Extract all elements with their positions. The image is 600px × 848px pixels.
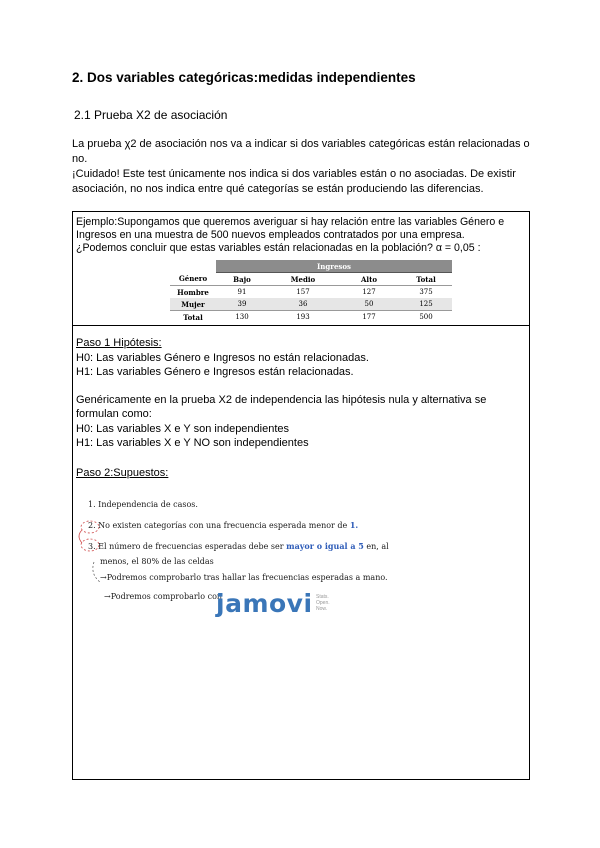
table-cell: 157 — [296, 288, 310, 296]
assumption-2-text: 2. No existen categorías con una frecuencia esperada menor de — [88, 521, 350, 530]
tagline-line: Open. — [316, 600, 330, 606]
h1-generic: H1: Las variables X e Y NO son independientes — [76, 437, 309, 449]
income-table — [170, 260, 452, 323]
column-header: Género — [170, 273, 216, 286]
table-cell: 375 — [419, 288, 433, 296]
assumption-1: 1. Independencia de casos. — [88, 500, 198, 509]
example-question: ¿Podemos concluir que estas variables están relacionadas en la población? α = 0,05 : — [76, 242, 481, 254]
table-cell: 125 — [400, 298, 452, 311]
step2-title: Paso 2:Supuestos: — [76, 467, 169, 479]
tagline-line: Now. — [316, 606, 328, 612]
table-cell: Hombre — [177, 287, 209, 297]
assumption-3-suffix: en, al — [363, 542, 389, 551]
assumption-3 — [88, 541, 389, 552]
example-divider — [72, 325, 530, 326]
table-cell: Total — [170, 311, 216, 324]
intro-paragraph: La prueba χ2 de asociación nos va a indicar si dos variables categóricas están relacionadas o no. — [72, 138, 530, 165]
assumption-2 — [88, 520, 358, 531]
subsection-heading: 2.1 Prueba X2 de asociación — [74, 108, 228, 122]
step1-block — [76, 336, 528, 451]
h0-generic: H0: Las variables X e Y son independientes — [76, 422, 290, 435]
column-header: Alto — [338, 273, 400, 286]
table-cell: 91 — [237, 288, 247, 296]
assumption-3-continuation: menos, el 80% de las celdas — [100, 557, 214, 566]
intro-text — [72, 137, 534, 197]
table-header-row — [170, 273, 452, 286]
table-cell: 39 — [216, 298, 268, 311]
assumption-2-value: 1. — [349, 520, 359, 530]
table-cell: 177 — [338, 311, 400, 324]
h0-statement: H0: Las variables Género e Ingresos no están relacionadas. — [76, 351, 369, 364]
table-cell: Mujer — [170, 298, 216, 311]
table-row — [170, 298, 452, 311]
column-header: Total — [400, 273, 452, 286]
jamovi-tagline — [316, 594, 330, 612]
warning-paragraph: ¡Cuidado! Este test únicamente nos indica si dos variables están o no asociadas. De existir asociación, no nos indica entre qué categorías se están produciendo las diferencias. — [72, 168, 516, 195]
bracket-mark — [79, 530, 82, 543]
step2-block — [76, 466, 528, 481]
table-row — [170, 311, 452, 324]
check-jamovi: →Podremos comprobarlo con — [104, 592, 223, 601]
assumption-3-text: 3. El número de frecuencias esperadas debe ser — [88, 542, 287, 551]
table-cell: 127 — [362, 288, 376, 296]
example-text — [76, 216, 528, 255]
table-cell: 50 — [338, 298, 400, 311]
check-manual: →Podremos comprobarlo tras hallar las frecuencias esperadas a mano. — [100, 573, 388, 582]
jamovi-logo: jamovi — [216, 589, 313, 618]
generic-explanation: Genéricamente en la prueba X2 de independencia las hipótesis nula y alternativa se formulan como: — [76, 393, 487, 420]
table-cell: 193 — [268, 311, 338, 324]
section-heading: 2. Dos variables categóricas:medidas independientes — [72, 70, 416, 85]
assumption-3-highlight: mayor o igual a 5 — [286, 541, 364, 551]
table-row — [170, 286, 452, 299]
h1-statement: H1: Las variables Género e Ingresos están relacionadas. — [76, 366, 354, 378]
arrow-curve — [93, 562, 100, 582]
income-group-header: Ingresos — [216, 260, 452, 273]
table-cell: 130 — [216, 311, 268, 324]
table-cell: 36 — [268, 298, 338, 311]
column-header: Bajo — [216, 273, 268, 286]
tagline-line: Stats. — [316, 594, 329, 600]
table-cell: 500 — [400, 311, 452, 324]
step1-title: Paso 1 Hipótesis: — [76, 337, 162, 349]
column-header: Medio — [268, 273, 338, 286]
example-statement: Ejemplo:Supongamos que queremos averiguar si hay relación entre las variables Género e Ingresos en una muestra de 500 nuevos empleados contratados por una empresa. — [76, 216, 505, 241]
